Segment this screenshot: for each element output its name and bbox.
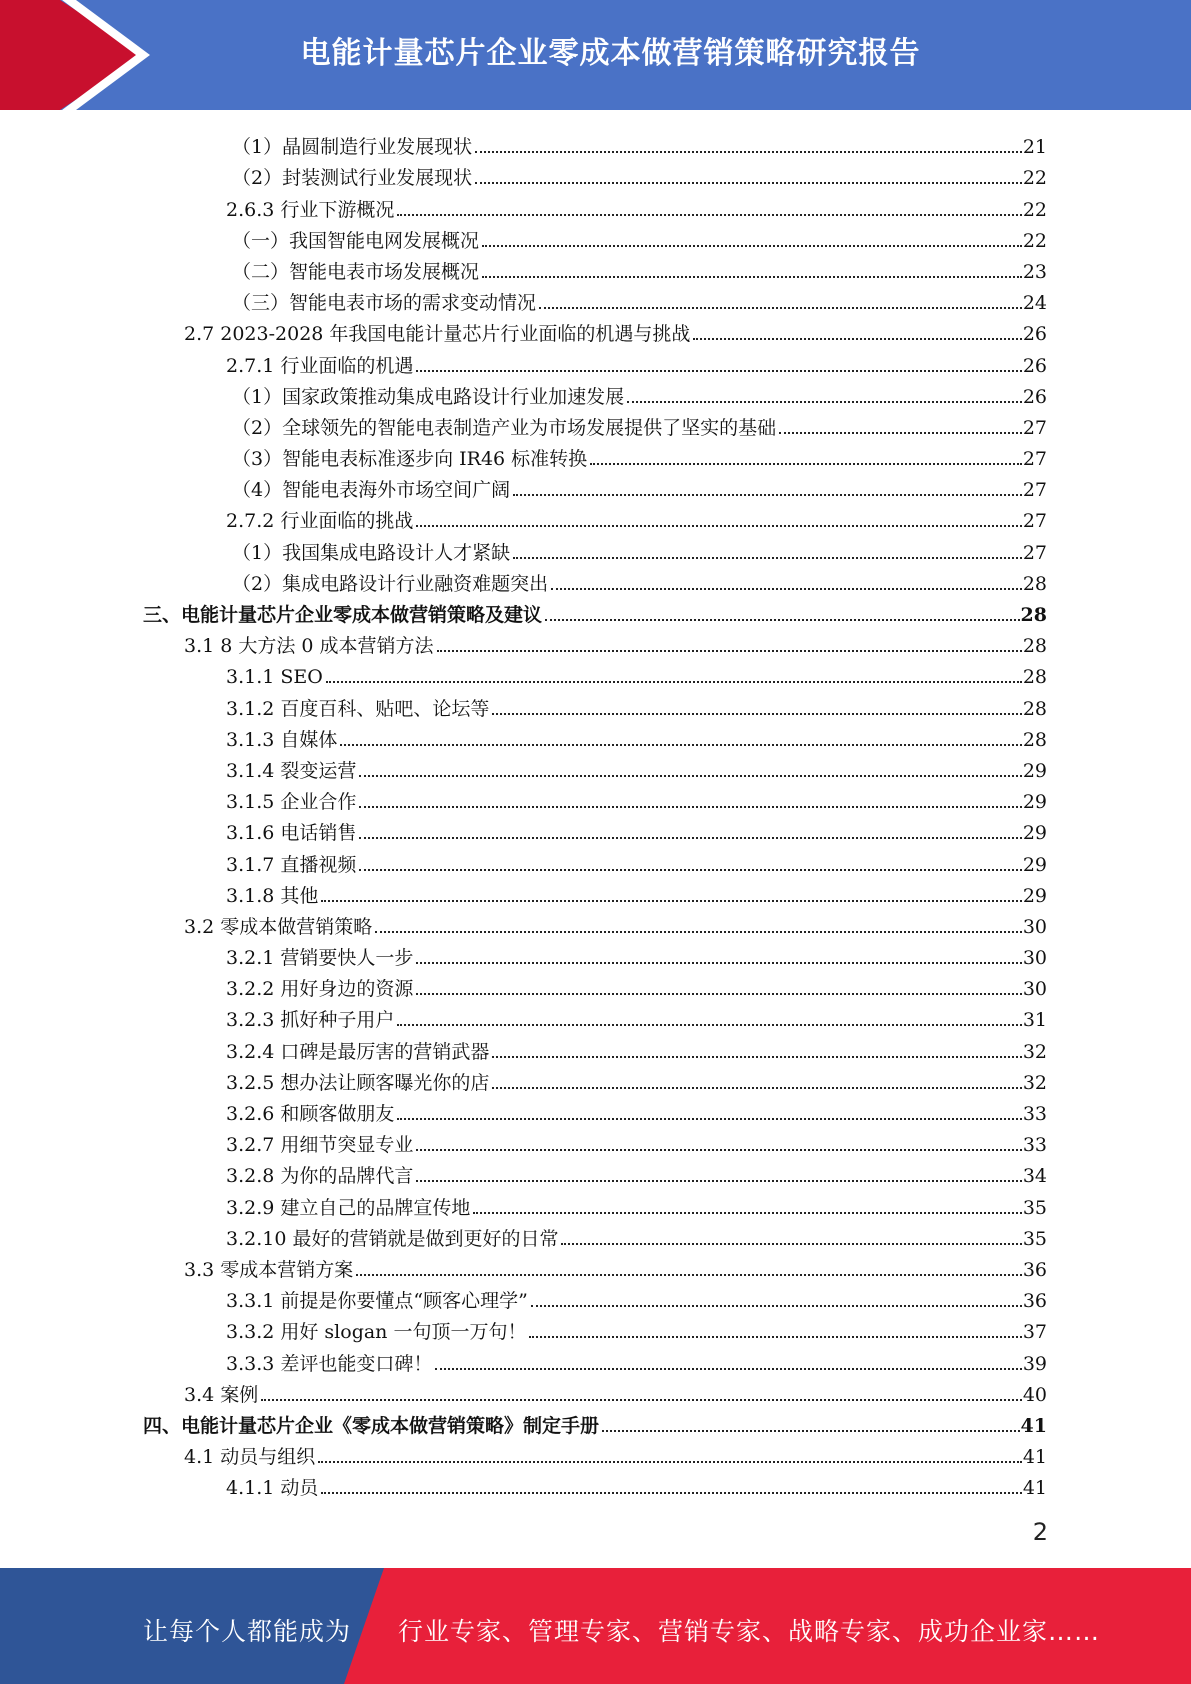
toc-entry[interactable] xyxy=(0,565,1191,596)
toc-dot-leader xyxy=(539,307,1022,309)
toc-page-number: 33 xyxy=(1022,1103,1047,1125)
toc-entry-title: 3.2.3 抓好种子用户 xyxy=(226,1009,395,1032)
toc-dot-leader xyxy=(492,713,1021,715)
toc-entry-title: 3.2.2 用好身边的资源 xyxy=(226,978,414,1001)
toc-dot-leader xyxy=(416,1180,1021,1182)
toc-entry-title: 四、电能计量芯片企业《零成本做营销策略》制定手册 xyxy=(143,1414,600,1437)
toc-entry[interactable] xyxy=(0,783,1191,814)
footer-slogan-left: 让每个人都能成为 xyxy=(143,1617,352,1646)
toc-entry[interactable] xyxy=(0,752,1191,783)
toc-entry-title: 2.7.2 行业面临的挑战 xyxy=(226,510,414,533)
toc-entry-title: 3.1.7 直播视频 xyxy=(226,853,357,876)
toc-dot-leader xyxy=(416,525,1021,527)
toc-page-number: 40 xyxy=(1022,1383,1047,1406)
toc-page-number: 22 xyxy=(1022,229,1047,252)
toc-entry-title: 4.1.1 动员 xyxy=(226,1477,319,1500)
toc-page-number: 26 xyxy=(1022,385,1047,408)
toc-entry-title: （4）智能电表海外市场空间广阔 xyxy=(232,479,511,502)
toc-entry[interactable] xyxy=(0,1220,1191,1251)
toc-entry-title: 3.3.2 用好 slogan 一句顶一万句！ xyxy=(226,1321,527,1344)
toc-entry[interactable] xyxy=(0,721,1191,752)
toc-entry-title: 3.2.8 为你的品牌代言 xyxy=(226,1165,414,1188)
toc-entry-title: （3）智能电表标准逐步向 IR46 标准转换 xyxy=(232,448,588,471)
toc-entry-title: （1）晶圆制造行业发展现状 xyxy=(232,136,473,159)
toc-entry[interactable] xyxy=(0,1064,1191,1095)
toc-dot-leader xyxy=(475,182,1022,184)
toc-dot-leader xyxy=(416,370,1021,372)
toc-entry-title: 3.1.1 SEO xyxy=(226,666,323,689)
toc-entry[interactable] xyxy=(0,970,1191,1001)
toc-entry[interactable] xyxy=(0,1344,1191,1375)
toc-entry[interactable] xyxy=(0,627,1191,658)
toc-entry[interactable] xyxy=(0,845,1191,876)
toc-entry[interactable] xyxy=(0,1469,1191,1500)
toc-entry[interactable] xyxy=(0,471,1191,502)
toc-page-number: 26 xyxy=(1022,323,1047,346)
toc-dot-leader xyxy=(551,588,1022,590)
toc-dot-leader xyxy=(513,494,1022,496)
toc-page-number: 27 xyxy=(1022,479,1047,502)
toc-page-number: 29 xyxy=(1022,791,1047,814)
toc-dot-leader xyxy=(397,1024,1021,1026)
toc-dot-leader xyxy=(482,245,1022,247)
report-title: 电能计量芯片企业零成本做营销策略研究报告 xyxy=(300,36,921,71)
toc-page-number: 30 xyxy=(1022,947,1047,970)
toc-entry-title: 3.1.4 裂变运营 xyxy=(226,759,357,782)
toc-entry-title: 2.7.1 行业面临的机遇 xyxy=(226,354,414,377)
toc-entry-title: 三、电能计量芯片企业零成本做营销策略及建议 xyxy=(143,604,543,626)
table-of-contents xyxy=(0,128,1191,1500)
toc-page-number: 28 xyxy=(1020,604,1047,626)
toc-dot-leader xyxy=(590,463,1022,465)
toc-page-number: 29 xyxy=(1022,853,1047,876)
toc-dot-leader xyxy=(356,1274,1022,1276)
toc-page-number: 29 xyxy=(1022,759,1047,782)
toc-entry-title: 3.2.5 想办法让顾客曝光你的店 xyxy=(226,1071,490,1094)
toc-dot-leader xyxy=(416,962,1021,964)
toc-page-number: 26 xyxy=(1022,354,1047,377)
toc-entry-title: 3.1.5 企业合作 xyxy=(226,791,357,814)
toc-dot-leader xyxy=(482,276,1022,278)
toc-entry-title: 3.2.9 建立自己的品牌宣传地 xyxy=(226,1196,471,1219)
toc-dot-leader xyxy=(473,1212,1021,1214)
toc-entry-title: 3.4 案例 xyxy=(184,1383,259,1406)
footer-banner xyxy=(0,1568,1191,1684)
toc-entry[interactable] xyxy=(0,1095,1191,1126)
toc-entry[interactable] xyxy=(0,1157,1191,1188)
toc-entry[interactable] xyxy=(0,1438,1191,1469)
toc-entry-title: 3.2.10 最好的营销就是做到更好的日常 xyxy=(226,1227,559,1250)
toc-entry[interactable] xyxy=(0,1001,1191,1032)
toc-dot-leader xyxy=(359,869,1021,871)
toc-page-number: 27 xyxy=(1022,448,1047,471)
toc-page-number: 22 xyxy=(1022,198,1047,221)
toc-dot-leader xyxy=(437,650,1022,652)
toc-entry[interactable] xyxy=(0,939,1191,970)
toc-dot-leader xyxy=(475,151,1022,153)
page-number: 2 xyxy=(1032,1518,1048,1546)
toc-page-number: 28 xyxy=(1022,572,1047,595)
toc-entry-title: 2.7 2023-2028 年我国电能计量芯片行业面临的机遇与挑战 xyxy=(184,323,691,346)
toc-dot-leader xyxy=(545,619,1020,621)
toc-dot-leader xyxy=(375,931,1022,933)
toc-dot-leader xyxy=(340,744,1021,746)
toc-entry[interactable] xyxy=(0,908,1191,939)
toc-entry-title: 3.3 零成本营销方案 xyxy=(184,1258,354,1281)
toc-dot-leader xyxy=(529,1336,1021,1338)
toc-page-number: 23 xyxy=(1022,260,1047,283)
toc-page-number: 35 xyxy=(1022,1196,1047,1219)
toc-entry[interactable] xyxy=(0,253,1191,284)
toc-page-number: 30 xyxy=(1022,915,1047,938)
toc-page-number: 28 xyxy=(1022,635,1047,658)
toc-entry-title: 3.2.4 口碑是最厉害的营销武器 xyxy=(226,1040,490,1063)
toc-page-number: 27 xyxy=(1022,416,1047,439)
toc-entry[interactable] xyxy=(0,1126,1191,1157)
toc-entry-title: 3.3.1 前提是你要懂点“顾客心理学” xyxy=(226,1290,528,1313)
toc-entry-title: 3.1.8 其他 xyxy=(226,884,319,907)
toc-entry[interactable] xyxy=(0,1407,1191,1438)
toc-page-number: 32 xyxy=(1022,1071,1047,1094)
toc-dot-leader xyxy=(397,214,1021,216)
toc-entry-title: 3.1.2 百度百科、贴吧、论坛等 xyxy=(226,697,490,720)
toc-page-number: 28 xyxy=(1022,666,1047,689)
toc-dot-leader xyxy=(359,775,1021,777)
toc-entry[interactable] xyxy=(0,346,1191,377)
toc-page-number: 31 xyxy=(1022,1009,1047,1032)
toc-page-number: 21 xyxy=(1022,136,1047,159)
toc-entry[interactable] xyxy=(0,159,1191,190)
toc-entry[interactable] xyxy=(0,1032,1191,1063)
toc-dot-leader xyxy=(561,1243,1021,1245)
toc-entry[interactable] xyxy=(0,284,1191,315)
toc-entry-title: （2）集成电路设计行业融资难题突出 xyxy=(232,572,549,595)
toc-entry[interactable] xyxy=(0,877,1191,908)
toc-page-number: 41 xyxy=(1020,1414,1047,1437)
toc-entry[interactable] xyxy=(0,1282,1191,1313)
toc-entry-title: （2）全球领先的智能电表制造产业为市场发展提供了坚实的基础 xyxy=(232,416,777,439)
toc-dot-leader xyxy=(321,1492,1021,1494)
toc-page-number: 30 xyxy=(1022,978,1047,1001)
toc-dot-leader xyxy=(531,1305,1022,1307)
toc-entry-title: 3.2.7 用细节突显专业 xyxy=(226,1134,414,1157)
toc-entry-title: （一）我国智能电网发展概况 xyxy=(232,229,480,252)
toc-dot-leader xyxy=(359,806,1021,808)
toc-dot-leader xyxy=(492,1087,1021,1089)
toc-page-number: 28 xyxy=(1022,728,1047,751)
toc-page-number: 22 xyxy=(1022,167,1047,190)
toc-page-number: 27 xyxy=(1022,541,1047,564)
toc-page-number: 29 xyxy=(1022,822,1047,845)
toc-entry[interactable] xyxy=(0,315,1191,346)
toc-page-number: 41 xyxy=(1022,1446,1047,1469)
toc-dot-leader xyxy=(779,432,1022,434)
toc-entry[interactable] xyxy=(0,1188,1191,1219)
toc-dot-leader xyxy=(321,900,1021,902)
toc-entry-title: （2）封装测试行业发展现状 xyxy=(232,167,473,190)
toc-dot-leader xyxy=(693,338,1021,340)
toc-entry-title: 3.1.3 自媒体 xyxy=(226,728,338,751)
toc-entry[interactable] xyxy=(0,409,1191,440)
toc-page-number: 41 xyxy=(1022,1477,1047,1500)
toc-entry[interactable] xyxy=(0,190,1191,221)
toc-dot-leader xyxy=(318,1461,1022,1463)
toc-page-number: 27 xyxy=(1022,510,1047,533)
toc-page-number: 39 xyxy=(1022,1352,1047,1375)
toc-entry[interactable] xyxy=(0,378,1191,409)
toc-page-number: 37 xyxy=(1022,1321,1047,1344)
toc-page-number: 28 xyxy=(1022,697,1047,720)
toc-page-number: 35 xyxy=(1022,1227,1047,1250)
toc-entry[interactable] xyxy=(0,658,1191,689)
toc-entry-title: 3.2.6 和顾客做朋友 xyxy=(226,1103,395,1125)
toc-entry-title: 3.1 8 大方法 0 成本营销方法 xyxy=(184,635,434,658)
toc-entry[interactable] xyxy=(0,440,1191,471)
toc-dot-leader xyxy=(435,1368,1021,1370)
toc-dot-leader xyxy=(492,1056,1021,1058)
toc-entry-title: 2.6.3 行业下游概况 xyxy=(226,198,395,221)
toc-entry[interactable] xyxy=(0,128,1191,159)
toc-dot-leader xyxy=(397,1118,1021,1120)
toc-entry[interactable] xyxy=(0,1376,1191,1407)
toc-entry-title: （1）我国集成电路设计人才紧缺 xyxy=(232,541,511,564)
toc-dot-leader xyxy=(326,681,1022,683)
toc-page-number: 33 xyxy=(1022,1134,1047,1157)
toc-entry[interactable] xyxy=(0,502,1191,533)
toc-entry[interactable] xyxy=(0,689,1191,720)
toc-entry-title: 3.3.3 差评也能变口碑！ xyxy=(226,1352,433,1375)
toc-entry[interactable] xyxy=(0,533,1191,564)
toc-dot-leader xyxy=(416,1149,1021,1151)
toc-entry-title: 4.1 动员与组织 xyxy=(184,1446,316,1469)
toc-entry[interactable] xyxy=(0,814,1191,845)
toc-entry-title: （二）智能电表市场发展概况 xyxy=(232,260,480,283)
toc-dot-leader xyxy=(261,1399,1022,1401)
toc-dot-leader xyxy=(513,557,1022,559)
toc-entry[interactable] xyxy=(0,596,1191,627)
footer-slogan-right: 行业专家、管理专家、营销专家、战略专家、成功企业家…… xyxy=(398,1617,1101,1646)
toc-dot-leader xyxy=(359,837,1021,839)
header-banner xyxy=(0,0,1191,110)
toc-entry-title: 3.2 零成本做营销策略 xyxy=(184,915,373,938)
toc-page-number: 36 xyxy=(1022,1258,1047,1281)
toc-page-number: 29 xyxy=(1022,884,1047,907)
toc-entry-title: 3.2.1 营销要快人一步 xyxy=(226,947,414,970)
toc-page-number: 34 xyxy=(1022,1165,1047,1188)
toc-dot-leader xyxy=(602,1430,1020,1432)
toc-entry-title: （三）智能电表市场的需求变动情况 xyxy=(232,292,537,315)
toc-dot-leader xyxy=(416,993,1021,995)
toc-page-number: 32 xyxy=(1022,1040,1047,1063)
toc-dot-leader xyxy=(627,401,1022,403)
toc-page-number: 24 xyxy=(1022,292,1047,315)
toc-entry[interactable] xyxy=(0,1313,1191,1344)
toc-page-number: 36 xyxy=(1022,1290,1047,1313)
toc-entry[interactable] xyxy=(0,1251,1191,1282)
toc-entry-title: （1）国家政策推动集成电路设计行业加速发展 xyxy=(232,385,625,408)
toc-entry[interactable] xyxy=(0,222,1191,253)
toc-entry-title: 3.1.6 电话销售 xyxy=(226,822,357,845)
